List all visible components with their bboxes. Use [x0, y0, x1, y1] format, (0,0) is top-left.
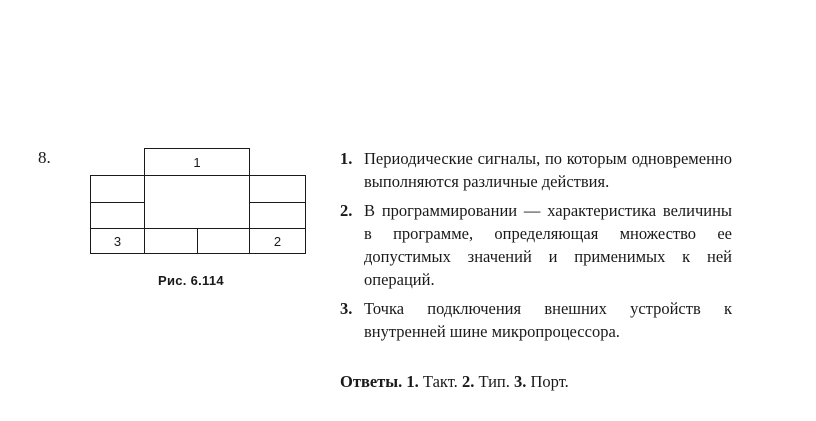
cell-left-3: 3 — [90, 228, 145, 254]
answer-number: 1. — [406, 372, 419, 391]
answer-number: 2. — [461, 372, 475, 391]
cell-center — [144, 175, 250, 229]
cell-right-1 — [249, 175, 306, 203]
clue-item — [340, 297, 732, 343]
answer-word: Порт. — [530, 372, 569, 391]
cell-right-2 — [249, 202, 306, 229]
answer-word: Такт. — [422, 372, 458, 391]
clue-item — [340, 147, 732, 193]
task-number: 8. — [38, 148, 51, 167]
clue-number: 3. — [340, 299, 353, 318]
clue-text: В программировании — характеристика величины в программе, определяющая множество ее допустимых значений и применимых к ней операций. — [364, 201, 732, 289]
clue-text: Точка подключения внешних устройств к внутренней шине микропроцессора. — [364, 299, 732, 341]
clue-text: Периодические сигналы, по которым одновременно выполняются различные действия. — [364, 149, 732, 191]
cell-bottom-mid-2 — [197, 228, 250, 254]
clue-list — [340, 147, 732, 349]
answer-word: Тип. — [478, 372, 510, 391]
answers-label: Ответы. — [340, 372, 403, 391]
cell-left-1 — [90, 175, 145, 203]
figure-caption: Рис. 6.114 — [158, 273, 224, 288]
clue-number: 1. — [340, 149, 353, 168]
answer-number: 3. — [514, 372, 527, 391]
answers-line — [340, 372, 569, 392]
clue-item — [340, 199, 732, 291]
crossword-grid — [90, 148, 306, 254]
clue-number: 2. — [340, 201, 353, 220]
cell-bottom-mid-1 — [144, 228, 198, 254]
cell-right-3: 2 — [249, 228, 306, 254]
cell-top: 1 — [144, 148, 250, 176]
cell-left-2 — [90, 202, 145, 229]
